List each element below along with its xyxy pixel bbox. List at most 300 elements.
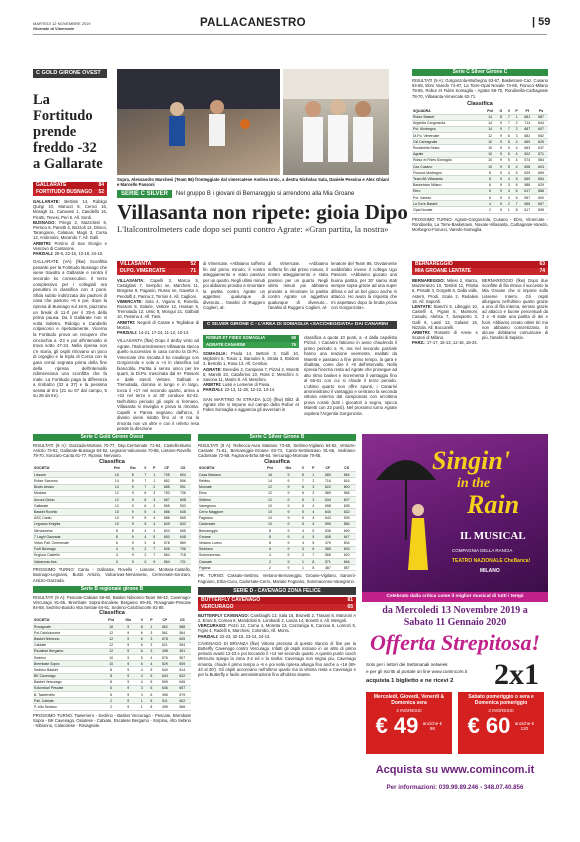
table-cell: 9 (125, 515, 141, 521)
table-cell: 5 (137, 654, 147, 660)
team-name: BUTTERFLY CAVENAGO (201, 596, 261, 603)
ad-offer: Offerta Strepitosa! (369, 630, 541, 655)
tab-text: 17-17, 16-13, 12-16, 18-24. (425, 340, 478, 346)
tab-label: LENTATE: (412, 304, 433, 310)
table-cell: 10 (483, 164, 496, 170)
table-cell: 6 (137, 636, 147, 642)
table-cell: 6 (109, 540, 125, 546)
table-cell: 9 (497, 207, 505, 213)
cavenago-tabellino (198, 613, 356, 639)
table-cell: 5 (505, 145, 513, 151)
table-cell: 4 (150, 527, 159, 533)
table-cell: 4 (513, 164, 521, 170)
table-cell: 565 (159, 503, 175, 509)
photo-game-action (117, 69, 280, 175)
table-cell: Vanegrono (198, 503, 261, 509)
table-cell: 5 (298, 521, 308, 527)
table-cell: 1 (505, 207, 513, 213)
box-head: Sabato pomeriggio o sera e Domenica pomeriggio (468, 694, 534, 706)
table-cell: 7 (141, 472, 150, 478)
table-cell: 504 (337, 540, 356, 546)
silverb-prossimo: PR. TURNO: Cassate-Settimo, Vertano-Bernareggio, Groane-Vigilano, Saronni-Fagnano, Erba-Cucu, Cadorsate-Cerro, Mariate Fognano, Sommacenso-Vanegrono. (198, 573, 356, 584)
table-cell: Groane (198, 534, 261, 540)
score-row-away (412, 268, 548, 275)
team-score: 74 (539, 268, 545, 274)
left-body: GALLARATE (VA) (fkw) Sconfitta pesante per la Fortitudo Busnago che viene travolta a Gallarate e centra il secondo ko consecutivo. Il terzo complessivo per i collegiali ora penultimi in classifica con 4 punti. Sfida subito indirizzata dai padroni di casa che partono +6 e poi, dopo la ripresa di Busnago sul 16-8, piazzano un break di 11-0 per il 25-6 della prima pausa. Da li Gallarate non si volta indietro, Ridolgo e Candiello colpiscono e ripetutamente. Vicerna la Fortitudo prova un recupero che cincischia a -23 e poi all'intervallo si trova sotto 47-24. Nella ripresa non c'e storia, gli ospiti ritrovano un poco di orgoglio e la tripla di Corsa con la gara ormai segnata prima della fine della ripresa dell'intervallo ridimensiona una sconfitta che fa male. La Fortitudo paga la differenza a rimbalzo (32 a 37) e la pessima serata al tiro (21 su 67 dal campo, 5 su 28 da tre). (33, 259, 107, 399)
table-row (198, 565, 356, 571)
team-score: 81 (347, 596, 353, 603)
tab-label: BUTTERFLY CAVENAGO: (198, 612, 250, 618)
tab-text: 22-23, 32-15, 23-14, 24-13. (218, 633, 271, 639)
score-row-home (198, 597, 356, 604)
table-cell: 636 (319, 527, 338, 533)
table-row (412, 207, 548, 213)
table-cell: 9 (497, 164, 505, 170)
main-kicker: SERIE C SILVER (117, 190, 172, 198)
table-cell: 3 (505, 194, 513, 200)
table-cell: 6 (141, 503, 150, 509)
table-row (33, 558, 191, 564)
table-cell: 9 (150, 558, 159, 564)
column-header: V (141, 466, 150, 472)
table-cell: 12 (109, 490, 125, 496)
table-cell: 4 (308, 509, 318, 515)
right-results (412, 69, 548, 232)
table-cell: 2 (150, 484, 159, 490)
table-cell: 8 (483, 176, 496, 182)
table-cell: 1 (137, 698, 147, 704)
table-cell: 5 (505, 164, 513, 170)
table-cell: 5 (147, 673, 157, 679)
tab-text: Lussi e Lememe di Pavia. (221, 382, 271, 388)
table-cell: 706 (175, 546, 191, 552)
masthead-date: MARTEDI 12 NOVEMBRE 2019 (33, 21, 91, 26)
gb-table-head: Classifica (99, 610, 125, 617)
table-cell: 637 (534, 145, 548, 151)
table-cell: 9 (497, 188, 505, 194)
tab-label: ARBITRI: (412, 330, 431, 336)
table-cell: Pall. Cabiate (33, 698, 103, 704)
table-cell: 718 (175, 552, 191, 558)
table-cell: 4 (150, 515, 159, 521)
tab-label: PARZ.: (412, 340, 426, 346)
table-cell: Robur Saronno (33, 478, 109, 484)
cavenago-head: SERIE D - CAVENAGO ZONA FELICE (198, 587, 356, 595)
table-cell: 8 (513, 207, 521, 213)
table-cell: 4 (308, 515, 318, 521)
table-cell: 589 (175, 540, 191, 546)
column-header: Pnt (483, 108, 496, 114)
table-cell: 669 (520, 139, 534, 145)
table-cell: 3 (298, 546, 308, 552)
ad-info: Per informazioni: 039.99.89.246 - 348.07.40.856 (386, 784, 524, 791)
table-cell: Forti Busnago (33, 546, 109, 552)
table-cell: 556 (337, 490, 356, 496)
table-cell: 9 (497, 145, 505, 151)
tab-text: Pozzi 12, Corna 4, Moretta 13, Cazzaniga 6, Canova 6, Lorenzi 5, Figini 4, Radelli 5, Marchesi, Colombo, All. Morra. (198, 623, 356, 634)
table-cell: 640 (156, 667, 173, 673)
table-cell: 607 (534, 126, 548, 132)
table-cell: 3 (308, 497, 318, 503)
table-cell: 10 (109, 509, 125, 515)
table-cell: 690 (337, 527, 356, 533)
table-cell: 14 (109, 478, 125, 484)
table-cell: 9 (497, 126, 505, 132)
table-cell: 12 (103, 642, 120, 648)
right-tabellino (412, 278, 478, 346)
table-cell: 564 (337, 472, 356, 478)
table-cell: 632 (175, 521, 191, 527)
table-cell: 564 (174, 630, 191, 636)
tab-text: Porrino di San Giorgio e Vescovo di Cantarone. (33, 240, 107, 251)
table-cell: 6 (261, 546, 279, 552)
table-cell: 608 (520, 164, 534, 170)
table-cell: 687 (520, 126, 534, 132)
table-cell: Di.Po. Vimercate (412, 133, 483, 139)
table-cell: 604 (175, 472, 191, 478)
table-cell: 4 (483, 201, 496, 207)
table-cell: 8 (125, 472, 141, 478)
table-cell: 2 (513, 126, 521, 132)
table-cell: 8 (109, 527, 125, 533)
gold-prossimo: PROSSIMO TURNO: Cantu - Gallarate, Rovello - Lissone, Mortara-Castello, Busnago-Legnano, Busto Arsizio, Valcanvas-Nervianese, Cermenate-Sonzaro, Arsizio-Gazzada. (33, 567, 191, 583)
tab-text: 14-21, 17-24, 11-12, 10-14. (137, 330, 190, 336)
masthead-paper: Giornale di Vimercate (33, 26, 75, 31)
table-cell: 496 (156, 692, 173, 698)
table-cell: 6 (141, 490, 150, 496)
table-cell: 9 (125, 546, 141, 552)
table-cell: Basketown Milano (412, 182, 483, 188)
tab-label: GALLARATE: (33, 199, 60, 204)
table-cell: 4 (513, 151, 521, 157)
table-cell: 0 (141, 558, 150, 564)
tab-text: Prada 14, Bettoni 3, Gulli 10, Migliorini 5, Tosoo 1, Baroulini 5, Strata 3, Boldoni 3, Bertollo 1, Rosa 13. All. Cembai. (203, 351, 299, 367)
table-cell: 8 (483, 170, 496, 176)
table-cell: 5 (505, 151, 513, 157)
table-cell: 594 (174, 642, 191, 648)
column-header: Pf (520, 108, 534, 114)
table-cell: 1 (150, 472, 159, 478)
table-cell: 12 (103, 636, 120, 642)
table-cell: 591 (175, 484, 191, 490)
table-cell: 1 (298, 565, 308, 571)
right-prossimo: PROSSIMO TURNO: Agrate-Gorgonzola, Cusano - Ebro, Vimercate - Rondinella, La Torre-Basketown, Novate-Villasanta, Carbagnate-Varedo, Morbegno-Fiorucci, Varedo-Somaglia. (412, 216, 548, 232)
table-cell: 636 (156, 685, 173, 691)
table-cell: 4 (308, 521, 318, 527)
table-cell: 9 (120, 661, 137, 667)
tab-text: Sola 4, Vigano 6, Ronella, Rossoni 8, Salarie, Vettore 12, Hassan 5, Tremolada 12, Ursic 8, Mongui 21, Galbiati 10, Pessina 4. All. Tieni. (117, 298, 199, 320)
table-cell: 7 (505, 126, 513, 132)
gold-table-head: Classifica (99, 458, 125, 465)
right-table-head: Classifica (467, 100, 493, 107)
table-cell: 634 (319, 497, 338, 503)
table-cell: 652 (156, 624, 173, 630)
table-cell: 9 (125, 503, 141, 509)
table-cell: 10 (261, 515, 279, 521)
team-score: 65 (347, 603, 353, 610)
table-cell: 2 (103, 704, 120, 710)
table-cell: 600 (337, 484, 356, 490)
table-cell: Basket Rovello (33, 509, 109, 515)
table-cell: 617 (520, 188, 534, 194)
table-cell: 663 (520, 145, 534, 151)
table-cell: 665 (175, 515, 191, 521)
table-cell: Mortara (33, 490, 109, 496)
tab-text: Benedini 2, Campana 7, Pizzul 2, Moretti 5, Maretti 23, Cataforino 10, Ross 2, Meschini 4, Savona 11, Marini 8. All. Meschini. (203, 366, 299, 383)
table-cell: 3 (505, 182, 513, 188)
table-cell: 8 (497, 114, 505, 120)
table-cell: 686 (159, 509, 175, 515)
gold-results-text: RISULTATI (9 A): Gazzada-Mortara 70-77, Dep.Cermenate 71-64, Castello-Busto Arsizio 73-82, Gallarate-Busnago 84-52, Legnano-Valcanvas 70-88, Lissone-Rovello 79-70, Sonzaro-Canta 61-77, Riposa: Nerviano. (33, 443, 191, 459)
tab-label: PARZIALI: (117, 330, 138, 336)
table-cell: 6 (298, 484, 308, 490)
table-cell: 8 (261, 527, 279, 533)
score-row-home (412, 261, 548, 268)
ad-theatre: TEATRO NAZIONALE CheBanca! (452, 558, 531, 564)
table-cell: 12 (261, 490, 279, 496)
table-cell: 644 (156, 673, 173, 679)
ad-title-3: Rain (467, 490, 520, 519)
table-cell: 6 (147, 685, 157, 691)
table-row (33, 704, 191, 710)
table-cell: 3 (137, 692, 147, 698)
tab-label: PARZIALI: (203, 387, 224, 393)
table-cell: 5 (147, 679, 157, 685)
table-cell: 629 (534, 182, 548, 188)
table-cell: 9 (497, 139, 505, 145)
table-cell: 9 (497, 182, 505, 188)
table-cell: 9 (279, 478, 298, 484)
photo-team-players (283, 69, 389, 175)
table-cell: 660 (520, 176, 534, 182)
table-cell: 9 (497, 157, 505, 163)
table-cell: 8 (109, 534, 125, 540)
table-cell: 650 (159, 534, 175, 540)
table-cell: Bemareggio (198, 527, 261, 533)
table-cell: 685 (159, 484, 175, 490)
table-cell: 614 (174, 667, 191, 673)
table-cell: Csl Carbagnate (412, 139, 483, 145)
table-cell: 10 (483, 157, 496, 163)
table-cell: 589 (319, 490, 338, 496)
ad-buy-on[interactable]: Acquista su www.comincom.it (375, 764, 535, 776)
table-cell: 10 (261, 509, 279, 515)
team-score: 52 (190, 261, 196, 267)
table-cell: 498 (156, 648, 173, 654)
tab-label: VILLASANTA: (117, 278, 145, 283)
mid-body-col2: classifica a quota 10 punti, a -4 dalla capolista Pizzul. I Canarini faticano in avvio chiudendo il primo periodo a -9, ma nel secondo parziale hanno una reazione veemente, esaltati da Maretti e passano a fine primo tempo, la gara e ribaltata, come dire il +8 dell'intervallo. Nella ripresa l'inerzia resta ad Agrate che prosegue ad alto ritmo basket e incrementa il vantaggio fino al 65-61 con cui si chiude il terzo periodo. L'ultimo quarto non offre spunti, i Canarini amministrano il vantaggio e centrano la seconda vittoria esterna dal campionato con un'ottima prova corale (tutti i giocatori a segno, spicca Maretti con 23 punti). Nel prossimo turno Agrate ospitera l'Argentia Gorgonzola. (304, 335, 397, 416)
table-cell: 584 (337, 521, 356, 527)
column-header: Gio (120, 617, 137, 623)
column-header: V (505, 108, 513, 114)
tab-text: Bettinsi 14, Ridolgo Quirgi 10, Marucci 6, Ceroci 16, Moragh 11, Canavesi 1, Candiello 16, Picotti, Tenesi, Peri 5. All. Sordi. (33, 199, 107, 220)
table-cell: 682 (520, 133, 534, 139)
table-cell: 8 (103, 667, 120, 673)
table-cell: 8 (308, 565, 318, 571)
table-cell: Casa Mariano (198, 472, 261, 478)
table-cell: Argentia Gorgonzola (412, 120, 483, 126)
table-cell: Engioor Castello (33, 552, 109, 558)
table-cell: Figlana (198, 565, 261, 571)
table-cell: 652 (159, 478, 175, 484)
table-cell: 2 (308, 478, 318, 484)
box-price: € 60 (467, 713, 511, 738)
team-score: 71 (190, 268, 196, 274)
table-cell: 3 (141, 540, 150, 546)
table-cell: 16 (103, 624, 120, 630)
table-cell: 9 (279, 509, 298, 515)
table-cell: Legnano Knights (33, 521, 109, 527)
table-cell: 617 (520, 207, 534, 213)
table-cell: 10 (261, 503, 279, 509)
ad-top-visual (362, 434, 548, 592)
table-cell: 5 (505, 157, 513, 163)
musical-advert (362, 434, 548, 813)
table-cell: 9 (120, 654, 137, 660)
table-cell: Pol. Morbegno (412, 126, 483, 132)
table-cell: 8 (298, 472, 308, 478)
silverb-results-text: RISULTATI (9 A): Rebecca-Aura Mariano 73-65, Settimo-Vigilano 64-62, Vertarre-Cassate 71-61, Bernareggio-Groane 63-74, Canto-Settimaraso 91-66, Sedriano-Cadorsate 72-68, Fagnano-Erba 58-64, Vercurago-Mornate 70-85. (198, 443, 356, 459)
table-cell: 9 (125, 490, 141, 496)
table-cell: 9 (125, 558, 141, 564)
table-cell: 7 (150, 546, 159, 552)
table-cell: 9 (125, 534, 141, 540)
table-cell: 6 (103, 685, 120, 691)
table-cell: 2 (298, 552, 308, 558)
table-cell: 7 (505, 120, 513, 126)
table-cell: 557 (520, 194, 534, 200)
table-cell: 3 (147, 648, 157, 654)
table-cell: 7 (150, 552, 159, 558)
table-cell: 9 (497, 201, 505, 207)
table-cell: 6 (298, 497, 308, 503)
table-cell: 4 (513, 157, 521, 163)
ad-readers: Solo per i lettori dei Settimanali netweek (366, 662, 448, 667)
column-header: CF (156, 617, 173, 623)
table-cell: 6 (505, 133, 513, 139)
table-cell: 9 (279, 503, 298, 509)
ad-title-1: Singin' (432, 446, 511, 475)
table-cell: 4 (298, 540, 308, 546)
tab-label: BUSNAGO: (33, 219, 56, 225)
table-cell: 0 (109, 558, 125, 564)
table-cell: 4 (505, 170, 513, 176)
table-cell: 9 (120, 685, 137, 691)
team-name: AGRATE CANARINI (206, 341, 246, 347)
tab-text: 25-6, 22-16, 13-18, 24-10. (53, 251, 104, 257)
column-header: CS (175, 466, 191, 472)
lower-mid-results (198, 434, 356, 677)
table-cell: 564 (159, 552, 175, 558)
main-tabellino (117, 278, 199, 335)
mid-col1 (203, 335, 299, 412)
table-cell: 9 (497, 194, 505, 200)
table-cell: Caz Cusano (412, 164, 483, 170)
table-cell: 7 Laghi Gazzada (33, 534, 109, 540)
table-cell: 644 (534, 120, 548, 126)
table-cell: Opal Novate (412, 207, 483, 213)
table-cell: 665 (175, 527, 191, 533)
box-ingressi: 2 INGRESSI (488, 708, 514, 713)
team-score: 75 (291, 341, 296, 347)
table-cell: 680 (319, 472, 338, 478)
tab-label: SOMAGLIA: (203, 351, 227, 356)
gold-results-head: Serie C Gold Girone Ovest (33, 434, 191, 441)
table-cell: 2 (513, 120, 521, 126)
table-cell: 616 (337, 478, 356, 484)
table-cell: 9 (125, 484, 141, 490)
masthead-date-block (33, 21, 91, 31)
table-cell: 1 (298, 558, 308, 564)
table-cell: 12 (109, 503, 125, 509)
table-cell: 643 (319, 515, 338, 521)
table-cell: 4 (513, 145, 521, 151)
table-cell: 566 (319, 552, 338, 558)
table-cell: Nerviamese (33, 527, 109, 533)
table-cell: 753 (159, 490, 175, 496)
tab-text: Bianchi 5, Libeggio 10, Castelli 4, Pigani 6, Marinoni, Casado, Alebsu 7, Sampietro 3, Galli 6, Lassi 13, Galassi 16, Nizzola. All. Boccarelli. (412, 304, 478, 330)
table-cell: 4 (141, 527, 150, 533)
table-cell: 5 (513, 170, 521, 176)
table-cell: Settimo (198, 497, 261, 503)
table-cell: 2 (505, 201, 513, 207)
table-cell: 6 (308, 546, 318, 552)
table-cell: 5 (141, 509, 150, 515)
table-cell: 6 (483, 182, 496, 188)
column-header: V (137, 617, 147, 623)
score-row-away (198, 604, 356, 611)
table-cell: 605 (174, 636, 191, 642)
box-alt-price: anziche € 120 (514, 721, 535, 731)
table-cell: 695 (534, 207, 548, 213)
team-name: BERNAREGGIO (415, 261, 453, 267)
table-cell: Cassate (198, 558, 261, 564)
table-cell: 4 (137, 679, 147, 685)
team-name: MIA GROANE LENTATE (415, 268, 472, 274)
table-cell: 1 (137, 704, 147, 710)
table-cell: 8 (103, 673, 120, 679)
table-cell: 9 (125, 540, 141, 546)
table-cell: 529 (156, 661, 173, 667)
tab-label: ARBITRI: (117, 319, 136, 325)
table-cell: 539 (337, 515, 356, 521)
table-cell: 14 (483, 114, 496, 120)
table-cell: 12 (109, 497, 125, 503)
team-score: 63 (539, 261, 545, 267)
table-cell: Sommacenso (198, 552, 261, 558)
table-cell: 10 (109, 515, 125, 521)
table-cell: 509 (174, 661, 191, 667)
tab-text: Capelli 3, Mosca 5, Castiglioni 7, Semplici ne, Marchesi 11, Morgese 9, Paganin, Russo ne, Gavetta 4, Pendolfi 4, Panna 2, Tornini 4. All. Caglioni. (117, 278, 199, 299)
table-cell: 6 (137, 630, 147, 636)
table-cell: 688 (534, 188, 548, 194)
column-header: SOCIETA' (33, 466, 109, 472)
table-cell: 7 (308, 552, 318, 558)
table-cell: 479 (319, 540, 338, 546)
table-cell: 629 (520, 170, 534, 176)
table-cell: 587 (337, 565, 356, 571)
table-cell: 6 (137, 648, 147, 654)
table-cell: Robur et Fides Somaglia (412, 157, 483, 163)
table-cell: 5 (308, 540, 318, 546)
tab-text: Pirego 2, Mazzoleni 6, Persico 6, Panetti 4, Bozzoli 14, Drisco, Tarangione, Calanan, Magri 3, Corsa 12, Ambrosini, Morando 7. All. Galli. (33, 219, 107, 241)
table-cell: Virtus Pall. Cermenate (33, 540, 109, 546)
main-subhead: L'Italcontrolmeters cade dopo sei punti contro Agrate: «Gran partita, la nostra» (117, 224, 389, 234)
table-cell: 4 (109, 546, 125, 552)
tab-text: Negroli di Carate e Tegliabue di Monza. (117, 319, 199, 330)
table-cell: 714 (520, 120, 534, 126)
table-cell: Aurora Desio (33, 497, 109, 503)
